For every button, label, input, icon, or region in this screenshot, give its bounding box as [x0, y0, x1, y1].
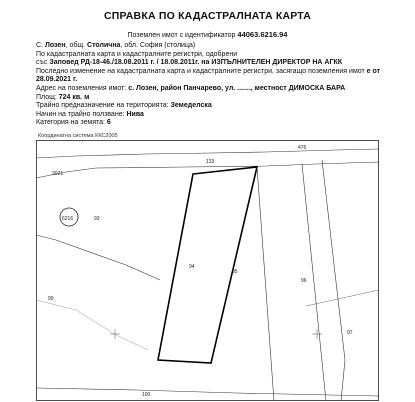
label-93: 93 [94, 216, 100, 222]
order-text: Заповед РД-18-46./18.08.2011 г. / 18.08.2011г. на ИЗПЪЛНИТЕЛЕН ДИРЕКТОР НА АГКК [49, 59, 342, 67]
address-line [36, 85, 396, 94]
order-prefix: със [36, 59, 50, 67]
last-change-from: е от [364, 67, 381, 75]
address-label: Адрес на поземления имот: [36, 84, 129, 92]
purpose-label: Трайно предназначение на територията: [36, 102, 171, 110]
category-label: Категория на земята: [36, 119, 107, 127]
last-change-date-line [36, 76, 396, 85]
parcel-identifier-line [0, 30, 415, 39]
usage-value: Нива [126, 110, 144, 118]
usage-label: Начин на трайно ползване: [36, 110, 127, 118]
label-95: 95 [232, 269, 238, 275]
map-frame [37, 141, 379, 401]
municipality-prefix: , общ. [65, 42, 88, 49]
map-approval-line: По кадастралната карта и кадастралните регистри, одобрени [36, 50, 238, 58]
location-prefix: С. [36, 42, 45, 49]
category-line [36, 119, 396, 128]
label-133: 133 [206, 159, 215, 165]
label-99: 99 [48, 296, 54, 302]
label-100: 100 [142, 392, 151, 398]
area-label: Площ: [36, 93, 59, 101]
order-line [36, 59, 396, 68]
area-value: 724 кв. м [58, 93, 90, 101]
cadastral-map [36, 140, 379, 402]
label-97: 97 [347, 330, 353, 336]
area-line [36, 94, 396, 103]
purpose-line [36, 102, 396, 111]
usage-line [36, 111, 396, 120]
label-6216: 6216 [62, 216, 74, 222]
location-line [36, 42, 396, 51]
municipality-name: Столична [87, 42, 121, 49]
label-3021: 3021 [52, 171, 64, 177]
identifier-label: Поземлен имот с идентификатор [127, 32, 236, 39]
parcel-info-block [36, 42, 396, 128]
coordinate-system-label: Координатна система ККС2005 [38, 133, 118, 139]
label-94: 94 [189, 264, 195, 270]
identifier-value: 44063.6216.94 [237, 30, 288, 39]
address-value: с. Лозен, район Панчарево, ул. ......., местност ДИМОСКА БАРА [128, 84, 346, 92]
village-name: Лозен [44, 42, 66, 49]
last-change-date: 28.09.2021 г. [36, 76, 78, 84]
category-value: 6 [106, 119, 111, 127]
purpose-value: Земеделска [170, 102, 212, 110]
label-96: 96 [301, 278, 307, 284]
document-title: СПРАВКА ПО КАДАСТРАЛНАТА КАРТА [103, 10, 312, 22]
region-text: , обл. София (столица) [120, 42, 196, 49]
last-change-text: Последно изменение на кадастралната карта и кадастралните регистри, засягащо поземления имот [36, 67, 365, 75]
last-change-line [36, 68, 396, 77]
label-476: 476 [298, 145, 307, 151]
